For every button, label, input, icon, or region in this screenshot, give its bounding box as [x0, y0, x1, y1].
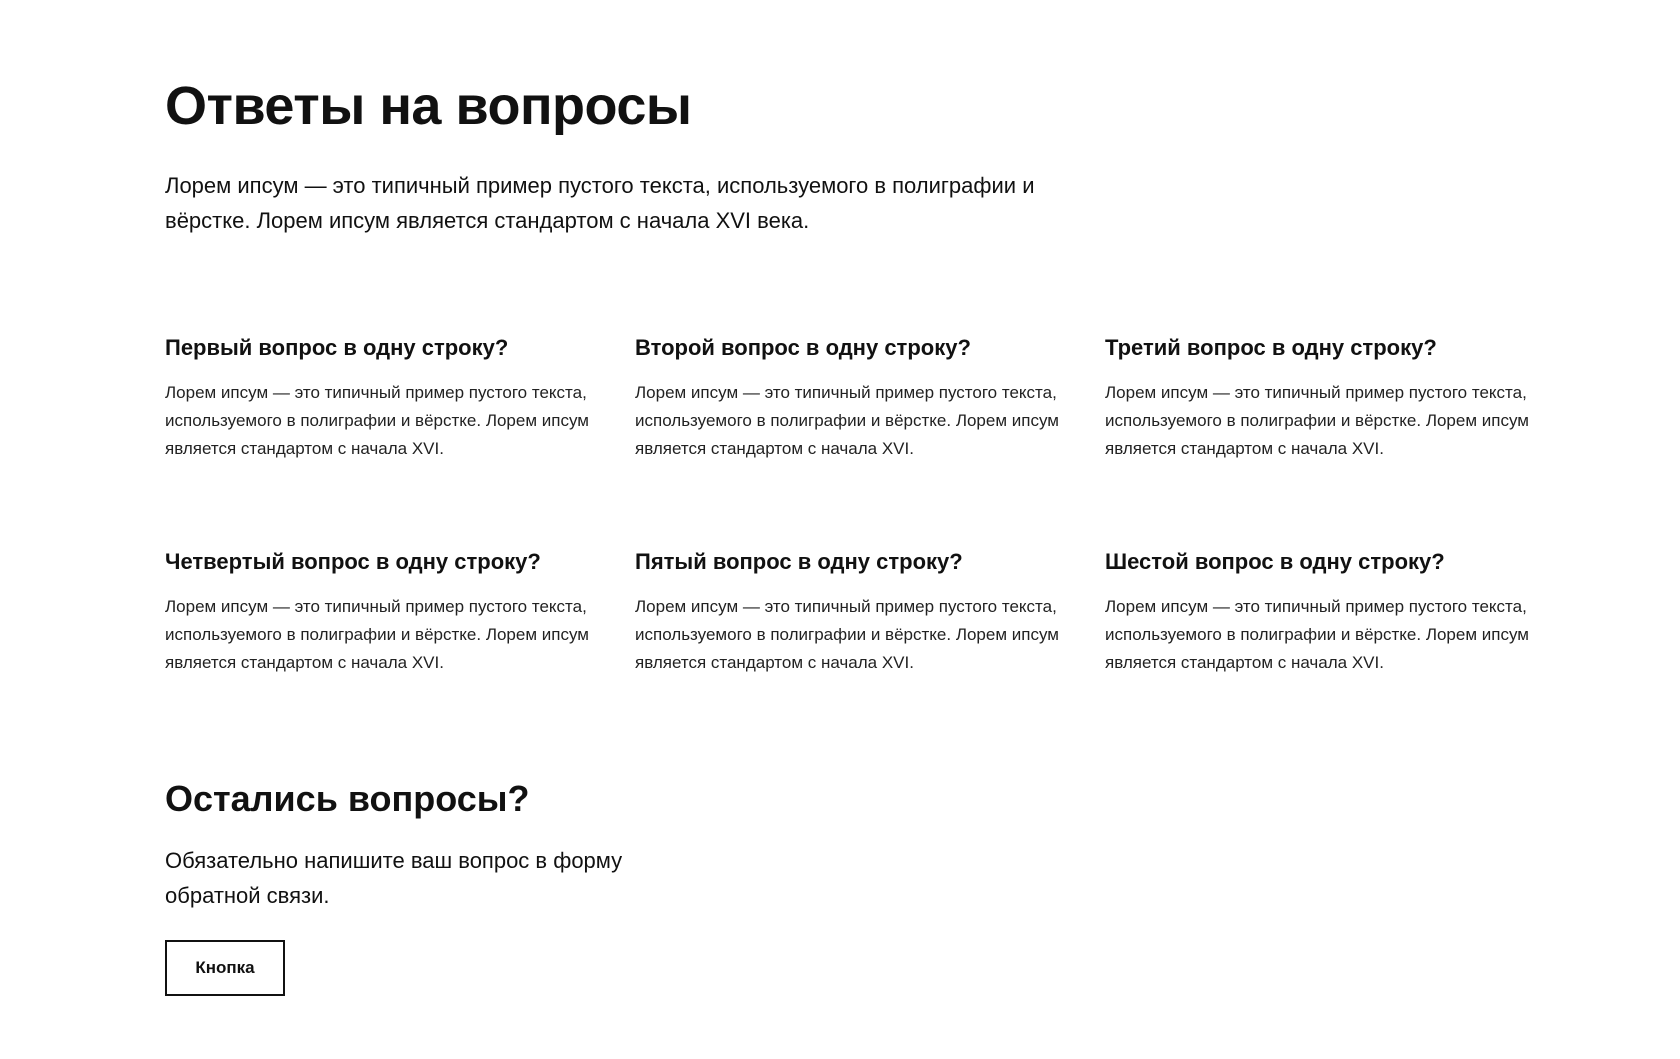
cta-text: Обязательно напишите ваш вопрос в форму обратной связи.	[165, 848, 623, 908]
faq-question: Третий вопрос в одну строку?	[1105, 335, 1437, 360]
faq-answer: Лорем ипсум — это типичный пример пустого текста, используемого в полиграфии и вёрстке. Лорем ипсум является стандартом с начала XVI.	[635, 383, 1059, 458]
faq-answer: Лорем ипсум — это типичный пример пустого текста, используемого в полиграфии и вёрстке. Лорем ипсум является стандартом с начала XVI.	[635, 597, 1059, 672]
faq-question: Второй вопрос в одну строку?	[635, 335, 971, 360]
faq-item-1	[165, 333, 605, 463]
faq-grid	[165, 333, 1545, 693]
page-intro: Лорем ипсум — это типичный пример пустого текста, используемого в полиграфии и вёрстке. Лорем ипсум является стандартом с начала XVI века.	[165, 173, 1035, 233]
feedback-button[interactable]: Кнопка	[165, 940, 285, 996]
cta-title: Остались вопросы?	[165, 778, 530, 819]
faq-question: Четвертый вопрос в одну строку?	[165, 549, 541, 574]
faq-question: Первый вопрос в одну строку?	[165, 335, 509, 360]
page-title: Ответы на вопросы	[165, 76, 692, 136]
faq-question: Шестой вопрос в одну строку?	[1105, 549, 1445, 574]
faq-item-5	[635, 547, 1075, 677]
faq-item-6	[1105, 547, 1545, 677]
faq-answer: Лорем ипсум — это типичный пример пустого текста, используемого в полиграфии и вёрстке. Лорем ипсум является стандартом с начала XVI.	[165, 383, 589, 458]
faq-question: Пятый вопрос в одну строку?	[635, 549, 963, 574]
faq-answer: Лорем ипсум — это типичный пример пустого текста, используемого в полиграфии и вёрстке. Лорем ипсум является стандартом с начала XVI.	[1105, 383, 1529, 458]
faq-answer: Лорем ипсум — это типичный пример пустого текста, используемого в полиграфии и вёрстке. Лорем ипсум является стандартом с начала XVI.	[165, 597, 589, 672]
faq-item-3	[1105, 333, 1545, 463]
faq-item-2	[635, 333, 1075, 463]
faq-item-4	[165, 547, 605, 677]
faq-answer: Лорем ипсум — это типичный пример пустого текста, используемого в полиграфии и вёрстке. Лорем ипсум является стандартом с начала XVI.	[1105, 597, 1529, 672]
